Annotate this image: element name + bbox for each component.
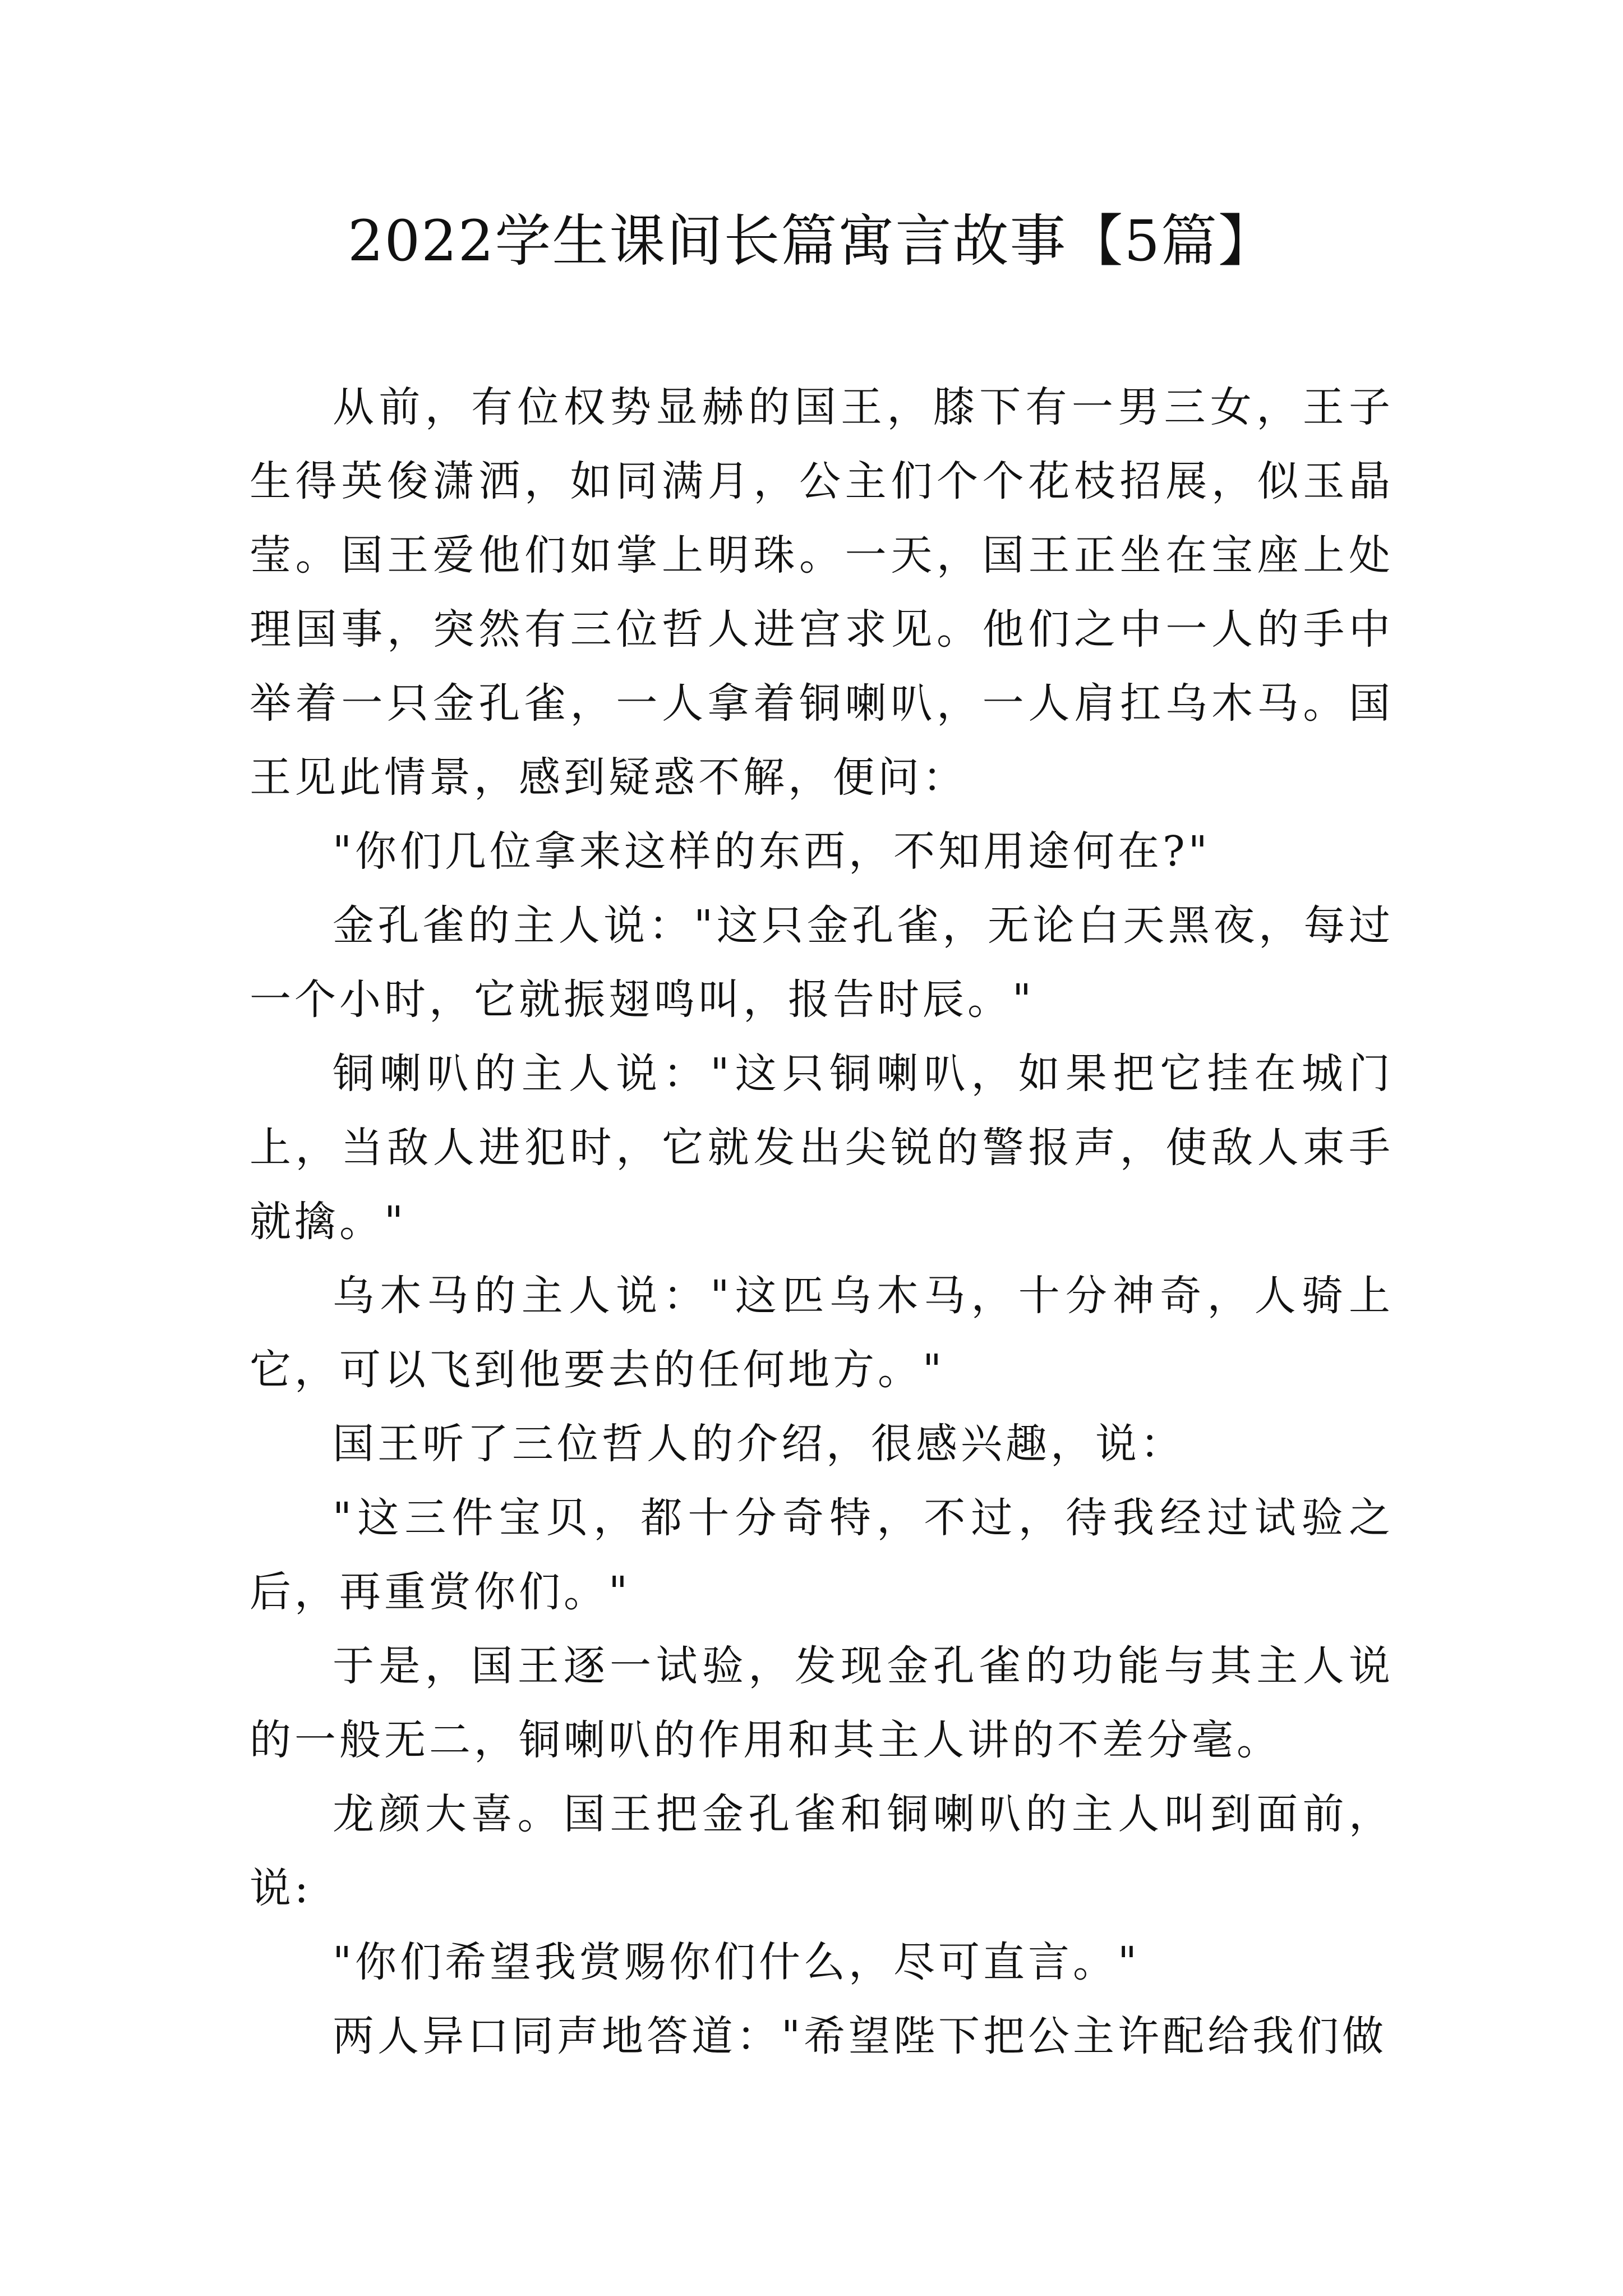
paragraph-4: 铜喇叭的主人说："这只铜喇叭，如果把它挂在城门上，当敌人进犯时，它就发出尖锐的警报声，使敌人束手就擒。" [250, 1050, 1394, 1246]
paragraph-9: 龙颜大喜。国王把金孔雀和铜喇叭的主人叫到面前，说: [250, 1790, 1394, 1912]
document-body [250, 370, 1394, 2073]
document-title: 2022学生课间长篇寓言故事【5篇】 [347, 208, 1276, 274]
paragraph-3: 金孔雀的主人说："这只金孔雀，无论白天黑夜，每过一个小时，它就振翅鸣叫，报告时辰。" [250, 901, 1394, 1024]
paragraph-11: 两人异口同声地答道："希望陛下把公主许配给我们做 [333, 2012, 1387, 2060]
paragraph-8: 于是，国王逐一试验，发现金孔雀的功能与其主人说的一般无二，铜喇叭的作用和其主人讲的不差分毫。 [250, 1642, 1394, 1764]
paragraph-10: "你们希望我赏赐你们什么，尽可直言。" [333, 1938, 1141, 1986]
paragraph-7: "这三件宝贝，都十分奇特，不过，待我经过试验之后，再重赏你们。" [250, 1494, 1394, 1616]
paragraph-1: 从前，有位权势显赫的国王，膝下有一男三女，王子生得英俊潇洒，如同满月，公主们个个花枝招展，似玉晶莹。国王爱他们如掌上明珠。一天，国王正坐在宝座上处理国事，突然有三位哲人进宫求见。他们之中一人的手中举着一只金孔雀，一人拿着铜喇叭，一人肩扛乌木马。国王见此情景，感到疑惑不解，便问： [250, 383, 1394, 802]
paragraph-2: "你们几位拿来这样的东西，不知用途何在?" [333, 827, 1211, 876]
paragraph-5: 乌木马的主人说："这匹乌木马，十分神奇，人骑上它，可以飞到他要去的任何地方。" [250, 1272, 1394, 1394]
paragraph-6: 国王听了三位哲人的介绍，很感兴趣，说： [333, 1420, 1185, 1468]
